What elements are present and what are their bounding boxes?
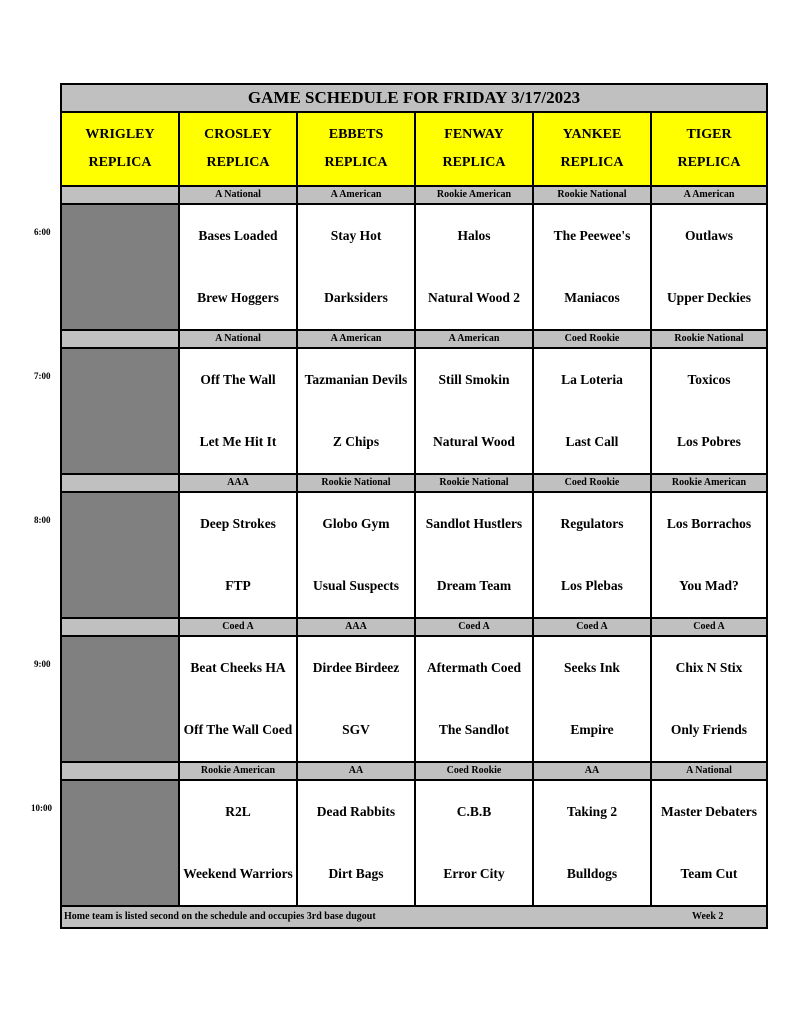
field-name: YANKEE (562, 127, 622, 142)
division-row (62, 763, 766, 781)
home-team: Natural Wood 2 (427, 290, 520, 305)
division-label: A National (180, 187, 298, 203)
division-label: Rookie American (180, 763, 298, 779)
away-team: Tazmanian Devils (304, 372, 408, 387)
division-label: Rookie National (534, 187, 652, 203)
game-cell (416, 493, 534, 617)
unused-field-cell (62, 205, 180, 329)
game-cell (416, 637, 534, 761)
division-row (62, 619, 766, 637)
division-label: Rookie National (416, 475, 534, 491)
home-team: Last Call (565, 434, 619, 449)
home-team: Z Chips (332, 434, 380, 449)
home-team: Darksiders (324, 290, 388, 305)
field-header-row (62, 113, 766, 187)
division-label: AAA (298, 619, 416, 635)
game-cell (298, 493, 416, 617)
game-cell (652, 493, 766, 617)
division-label: Coed A (180, 619, 298, 635)
home-team: Los Pobres (677, 434, 741, 449)
division-label: A National (652, 763, 766, 779)
unused-field-cell (62, 349, 180, 473)
division-label: A American (416, 331, 534, 347)
home-team: Error City (443, 866, 505, 881)
home-team: Team Cut (680, 866, 738, 881)
game-cell (652, 637, 766, 761)
home-team: Usual Suspects (313, 578, 399, 593)
division-cell-blank (62, 475, 180, 491)
home-team: Los Plebas (561, 578, 623, 593)
division-row (62, 187, 766, 205)
schedule-footer (62, 907, 766, 927)
away-team: Chix N Stix (675, 660, 743, 675)
away-team: R2L (225, 804, 251, 819)
schedule-title: GAME SCHEDULE FOR FRIDAY 3/17/2023 (62, 85, 766, 113)
home-team: Dream Team (436, 578, 512, 593)
field-header-tiger (652, 113, 766, 185)
game-cell (652, 781, 766, 905)
game-cell (534, 781, 652, 905)
home-team: You Mad? (679, 578, 739, 593)
schedule-table (60, 83, 768, 929)
field-name: TIGER (686, 127, 732, 142)
division-cell-blank (62, 187, 180, 203)
game-row (62, 349, 766, 475)
home-team: Weekend Warriors (183, 866, 293, 881)
division-label: AAA (180, 475, 298, 491)
field-header-crosley (180, 113, 298, 185)
away-team: Los Borrachos (666, 516, 752, 531)
away-team: Stay Hot (330, 228, 382, 243)
home-team: Let Me Hit It (199, 434, 277, 449)
home-team: Dirt Bags (328, 866, 384, 881)
game-row (62, 637, 766, 763)
away-team: Beat Cheeks HA (190, 660, 286, 675)
game-cell (534, 637, 652, 761)
field-sub: REPLICA (677, 155, 741, 170)
away-team: Bases Loaded (198, 228, 278, 243)
field-sub: REPLICA (324, 155, 388, 170)
game-cell (180, 637, 298, 761)
away-team: Dead Rabbits (316, 804, 396, 819)
away-team: Globo Gym (322, 516, 390, 531)
time-slots (62, 187, 766, 907)
time-label: 7:00 (34, 371, 51, 381)
field-header-ebbets (298, 113, 416, 185)
unused-field-cell (62, 637, 180, 761)
game-cell (298, 637, 416, 761)
away-team: Toxicos (687, 372, 731, 387)
field-header-wrigley (62, 113, 180, 185)
division-label: AA (298, 763, 416, 779)
week-label: Week 2 (692, 911, 724, 922)
field-sub: REPLICA (206, 155, 270, 170)
home-team: Only Friends (670, 722, 748, 737)
game-row (62, 205, 766, 331)
game-cell (652, 349, 766, 473)
game-cell (534, 205, 652, 329)
division-cell-blank (62, 331, 180, 347)
field-name: EBBETS (328, 127, 384, 142)
away-team: The Peewee's (553, 228, 631, 243)
away-team: Master Debaters (660, 804, 758, 819)
home-team: Bulldogs (566, 866, 618, 881)
home-team: Empire (570, 722, 614, 737)
division-label: Coed A (534, 619, 652, 635)
away-team: Regulators (560, 516, 624, 531)
away-team: Aftermath Coed (426, 660, 522, 675)
game-row (62, 493, 766, 619)
home-team: Off The Wall Coed (183, 722, 293, 737)
home-team: FTP (225, 578, 251, 593)
division-label: Rookie American (416, 187, 534, 203)
away-team: Outlaws (684, 228, 733, 243)
away-team: Deep Strokes (200, 516, 276, 531)
away-team: Off The Wall (200, 372, 276, 387)
game-cell (298, 781, 416, 905)
time-label: 9:00 (34, 659, 51, 669)
field-sub: REPLICA (88, 155, 152, 170)
away-team: Halos (457, 228, 491, 243)
field-header-yankee (534, 113, 652, 185)
division-label: Coed A (416, 619, 534, 635)
division-cell-blank (62, 763, 180, 779)
division-label: Rookie National (298, 475, 416, 491)
division-label: Coed A (652, 619, 766, 635)
away-team: Seeks Ink (564, 660, 620, 675)
division-label: A American (298, 331, 416, 347)
field-name: WRIGLEY (85, 127, 155, 142)
time-label: 8:00 (34, 515, 51, 525)
field-sub: REPLICA (442, 155, 506, 170)
division-label: Rookie National (652, 331, 766, 347)
game-cell (180, 781, 298, 905)
division-cell-blank (62, 619, 180, 635)
game-cell (534, 349, 652, 473)
footer-note: Home team is listed second on the schedule and occupies 3rd base dugout (64, 911, 376, 922)
game-cell (180, 205, 298, 329)
game-row (62, 781, 766, 907)
home-team: The Sandlot (438, 722, 510, 737)
field-name: CROSLEY (204, 127, 272, 142)
home-team: Maniacos (564, 290, 620, 305)
division-label: A American (298, 187, 416, 203)
away-team: Sandlot Hustlers (425, 516, 523, 531)
home-team: Brew Hoggers (197, 290, 279, 305)
game-cell (180, 493, 298, 617)
away-team: Taking 2 (566, 804, 618, 819)
game-cell (534, 493, 652, 617)
away-team: La Loteria (561, 372, 623, 387)
division-label: Coed Rookie (416, 763, 534, 779)
home-team: SGV (342, 722, 370, 737)
division-label: A American (652, 187, 766, 203)
division-label: Coed Rookie (534, 331, 652, 347)
away-team: C.B.B (456, 804, 492, 819)
division-label: AA (534, 763, 652, 779)
home-team: Upper Deckies (666, 290, 752, 305)
home-team: Natural Wood (433, 434, 515, 449)
game-cell (416, 349, 534, 473)
division-label: Coed Rookie (534, 475, 652, 491)
away-team: Dirdee Birdeez (312, 660, 400, 675)
game-cell (298, 205, 416, 329)
division-row (62, 331, 766, 349)
division-row (62, 475, 766, 493)
game-cell (652, 205, 766, 329)
game-cell (298, 349, 416, 473)
field-sub: REPLICA (560, 155, 624, 170)
time-label: 6:00 (34, 227, 51, 237)
away-team: Still Smokin (438, 372, 510, 387)
game-cell (416, 205, 534, 329)
field-name: FENWAY (444, 127, 504, 142)
game-cell (416, 781, 534, 905)
division-label: A National (180, 331, 298, 347)
unused-field-cell (62, 493, 180, 617)
game-cell (180, 349, 298, 473)
time-label: 10:00 (31, 803, 52, 813)
unused-field-cell (62, 781, 180, 905)
division-label: Rookie American (652, 475, 766, 491)
field-header-fenway (416, 113, 534, 185)
